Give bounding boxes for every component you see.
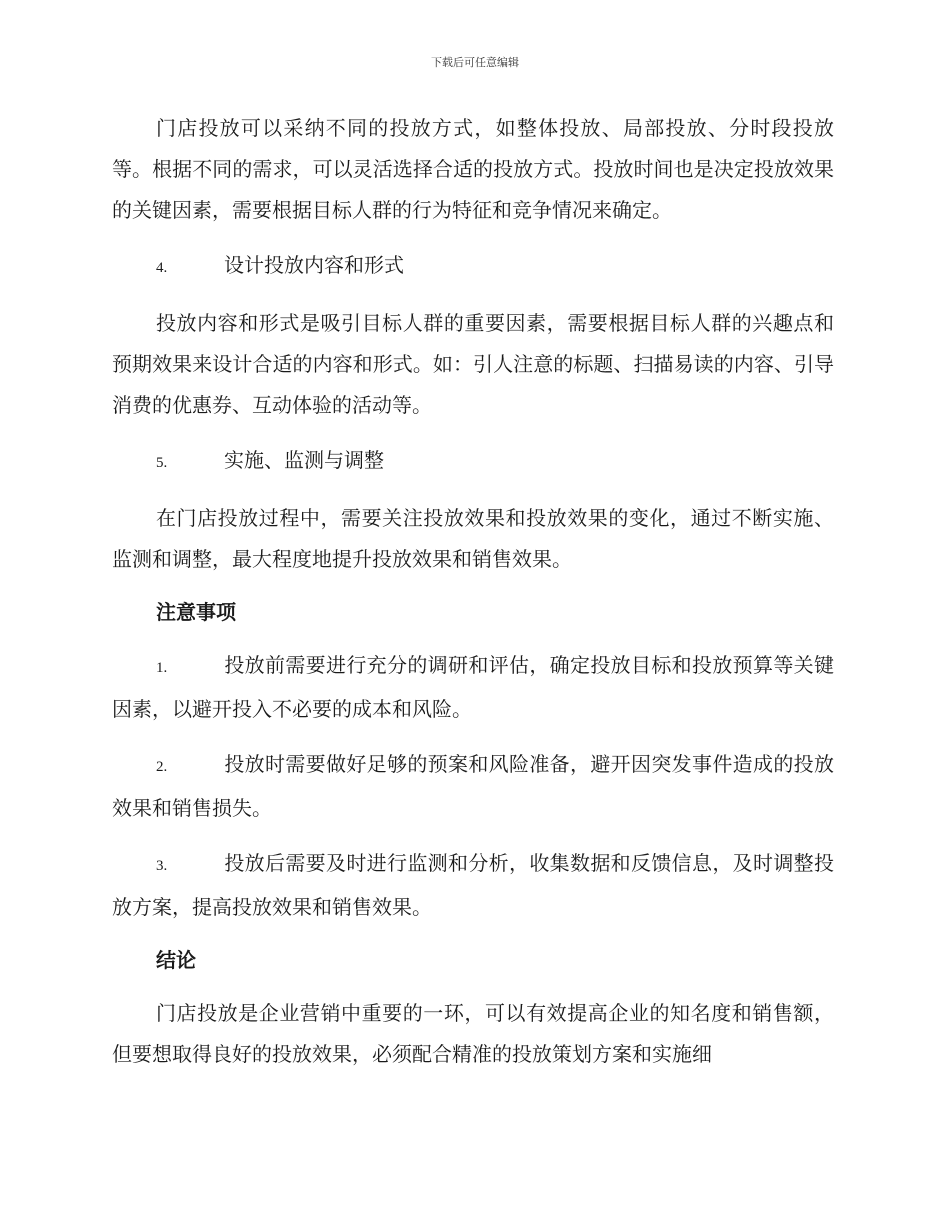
note-item	[112, 744, 834, 829]
note-text: 投放前需要进行充分的调研和评估，确定投放目标和投放预算等关键因素，以避开投入不必要的成本和风险。	[112, 653, 834, 721]
step-4-text: 设计投放内容和形式	[224, 253, 404, 277]
conclusion-heading: 结论	[156, 948, 196, 972]
note-text: 投放时需要做好足够的预案和风险准备，避开因突发事件造成的投放效果和销售损失。	[112, 752, 834, 820]
step-4-item	[112, 245, 834, 289]
paragraph-delivery-methods: 门店投放可以采纳不同的投放方式，如整体投放、局部投放、分时段投放等。根据不同的需求，可以灵活选择合适的投放方式。投放时间也是决定投放效果的关键因素，需要根据目标人群的行为特征和竞争情况来确定。	[112, 116, 834, 222]
paragraph-conclusion: 门店投放是企业营销中重要的一环，可以有效提高企业的知名度和销售额，但要想取得良好的投放效果，必须配合精准的投放策划方案和实施细	[112, 1001, 834, 1066]
paragraph-monitoring: 在门店投放过程中，需要关注投放效果和投放效果的变化，通过不断实施、监测和调整，最大程度地提升投放效果和销售效果。	[112, 506, 834, 571]
notes-heading: 注意事项	[156, 600, 236, 624]
document-body	[112, 108, 834, 1075]
paragraph-content-design: 投放内容和形式是吸引目标人群的重要因素，需要根据目标人群的兴趣点和预期效果来设计合适的内容和形式。如：引人注意的标题、扫描易读的内容、引导消费的优惠券、互动体验的活动等。	[112, 311, 834, 417]
note-number: 2.	[156, 759, 168, 775]
note-item	[112, 843, 834, 928]
note-item	[112, 645, 834, 730]
note-number: 1.	[156, 660, 168, 676]
note-text: 投放后需要及时进行监测和分析，收集数据和反馈信息，及时调整投放方案，提高投放效果和销售效果。	[112, 851, 834, 919]
page-header: 下载后可任意编辑	[431, 56, 519, 69]
note-number: 3.	[156, 858, 168, 874]
step-5-number: 5.	[156, 455, 168, 471]
step-4-number: 4.	[156, 260, 168, 276]
step-5-text: 实施、监测与调整	[224, 448, 384, 472]
step-5-item	[112, 440, 834, 484]
